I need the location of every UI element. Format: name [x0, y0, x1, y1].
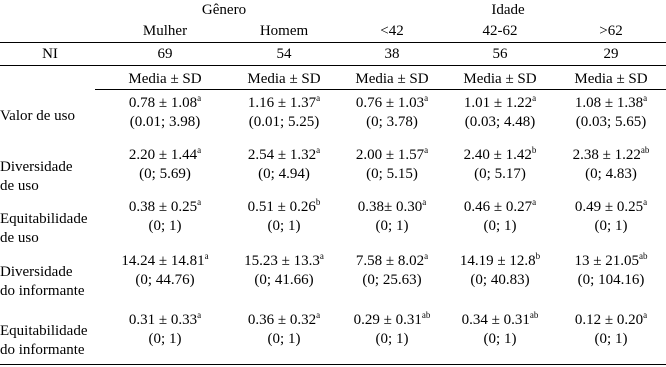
- table-cell: [129, 146, 201, 184]
- significance-letter: ab: [640, 145, 650, 155]
- cell-mean-value: 1.08 ± 1.38: [574, 95, 644, 111]
- table-cell: [575, 94, 647, 132]
- group-header-genero: Gênero: [201, 2, 247, 18]
- rule-mid: [0, 65, 666, 66]
- cell-mean-value: 2.54 ± 1.32: [247, 147, 317, 163]
- col-header-homem: Homem: [259, 23, 309, 39]
- cell-range: (0; 104.16): [577, 272, 645, 288]
- cell-mean-sd: [460, 252, 540, 271]
- significance-letter: ab: [421, 310, 431, 320]
- table-cell: [464, 146, 537, 184]
- cell-mean-sd: [575, 94, 647, 113]
- significance-letter: ab: [638, 251, 648, 261]
- cell-mean-value: 0.38± 0.30: [357, 199, 423, 215]
- cell-range: (0; 1): [483, 218, 517, 234]
- table-cell: [244, 252, 324, 290]
- cell-mean-value: 1.16 ± 1.37: [247, 95, 317, 111]
- table-cell: [464, 198, 536, 236]
- cell-mean-value: 0.12 ± 0.20: [574, 312, 644, 328]
- row-label: de uso: [0, 230, 39, 246]
- cell-mean-sd: [354, 311, 431, 330]
- row-label: Diversidade: [0, 264, 73, 280]
- cell-range: (0; 1): [148, 331, 182, 347]
- table-cell: [575, 311, 647, 349]
- table-cell: [129, 311, 201, 349]
- cell-mean-sd: [575, 252, 648, 271]
- ni-value: 54: [276, 46, 292, 62]
- rule-bottom: [0, 364, 666, 365]
- cell-mean-value: 0.31 ± 0.33: [128, 312, 198, 328]
- cell-range: (0.01; 3.98): [129, 114, 201, 130]
- table-cell: [121, 252, 208, 290]
- cell-mean-value: 2.38 ± 1.22: [572, 147, 641, 163]
- cell-mean-value: 0.38 ± 0.25: [128, 199, 198, 215]
- col-header-under42: <42: [380, 23, 404, 39]
- cell-mean-value: 14.19 ± 12.8: [459, 253, 536, 269]
- table-cell: [575, 252, 648, 290]
- row-label: do informante: [0, 342, 85, 358]
- significance-letter: a: [319, 251, 324, 261]
- cell-mean-value: 0.29 ± 0.31: [353, 312, 422, 328]
- table-cell: [354, 311, 431, 349]
- significance-letter: a: [197, 93, 202, 103]
- cell-mean-sd: [248, 198, 321, 217]
- cell-mean-value: 7.58 ± 8.02: [355, 253, 425, 269]
- row-label: Diversidade: [0, 159, 73, 175]
- significance-letter: a: [424, 251, 429, 261]
- cell-range: (0; 5.69): [139, 166, 191, 182]
- significance-letter: a: [316, 310, 321, 320]
- cell-mean-value: 0.78 ± 1.08: [128, 95, 198, 111]
- ni-label: NI: [42, 46, 58, 62]
- rule-stat: [95, 89, 666, 90]
- cell-mean-sd: [129, 94, 201, 113]
- row-label: do informante: [0, 283, 85, 299]
- cell-mean-value: 0.34 ± 0.31: [461, 312, 530, 328]
- cell-range: (0; 1): [148, 218, 182, 234]
- cell-mean-sd: [244, 252, 324, 271]
- cell-mean-value: 1.01 ± 1.22: [463, 95, 533, 111]
- cell-mean-value: 15.23 ± 13.3: [244, 253, 320, 269]
- cell-mean-sd: [129, 146, 201, 165]
- significance-letter: b: [315, 197, 321, 207]
- table-cell: [248, 94, 320, 132]
- cell-mean-value: 0.51 ± 0.26: [247, 199, 316, 215]
- table-cell: [460, 252, 540, 290]
- significance-letter: a: [316, 145, 321, 155]
- table-cell: [356, 146, 428, 184]
- cell-mean-sd: [121, 252, 208, 271]
- table-cell: [248, 198, 321, 236]
- table-cell: [358, 198, 426, 236]
- ni-value: 69: [157, 46, 173, 62]
- cell-mean-value: 2.00 ± 1.57: [355, 147, 425, 163]
- significance-letter: a: [424, 145, 429, 155]
- cell-range: (0; 1): [375, 218, 409, 234]
- group-header-idade: Idade: [491, 2, 525, 18]
- rule-top: [0, 42, 666, 43]
- cell-mean-sd: [248, 94, 320, 113]
- cell-mean-value: 2.40 ± 1.42: [463, 147, 532, 163]
- cell-mean-sd: [575, 311, 647, 330]
- cell-mean-sd: [129, 311, 201, 330]
- cell-mean-sd: [573, 146, 650, 165]
- significance-letter: a: [316, 93, 321, 103]
- cell-mean-value: 0.46 ± 0.27: [463, 199, 533, 215]
- cell-range: (0; 4.94): [258, 166, 310, 182]
- cell-mean-sd: [248, 311, 320, 330]
- table-cell: [462, 311, 539, 349]
- significance-letter: ab: [529, 310, 539, 320]
- table-cell: [573, 146, 650, 184]
- col-header-42-62: 42-62: [482, 23, 518, 39]
- cell-mean-sd: [356, 94, 428, 113]
- cell-mean-sd: [358, 198, 426, 217]
- significance-letter: a: [422, 197, 427, 207]
- cell-range: (0; 25.63): [362, 272, 422, 288]
- significance-letter: a: [643, 197, 648, 207]
- cell-range: (0; 1): [267, 218, 301, 234]
- ni-value: 38: [384, 46, 400, 62]
- cell-mean-sd: [356, 252, 428, 271]
- stat-header: Media ± SD: [128, 71, 202, 87]
- cell-mean-sd: [464, 94, 536, 113]
- row-label: Equitabilidade: [0, 323, 88, 339]
- col-header-mulher: Mulher: [142, 23, 188, 39]
- cell-mean-value: 0.36 ± 0.32: [247, 312, 317, 328]
- cell-mean-sd: [248, 146, 320, 165]
- cell-range: (0; 5.15): [366, 166, 418, 182]
- cell-range: (0; 44.76): [135, 272, 195, 288]
- table-cell: [356, 94, 428, 132]
- row-label: de uso: [0, 178, 39, 194]
- cell-mean-sd: [464, 146, 537, 165]
- cell-mean-sd: [462, 311, 539, 330]
- cell-range: (0.01; 5.25): [248, 114, 320, 130]
- cell-range: (0; 40.83): [470, 272, 530, 288]
- significance-letter: a: [532, 197, 537, 207]
- significance-letter: a: [643, 93, 648, 103]
- stat-header: Media ± SD: [247, 71, 321, 87]
- cell-range: (0.03; 5.65): [575, 114, 647, 130]
- stat-header: Media ± SD: [463, 71, 537, 87]
- cell-range: (0; 1): [594, 218, 628, 234]
- table-cell: [248, 146, 320, 184]
- cell-range: (0; 3.78): [366, 114, 418, 130]
- table-cell: [464, 94, 536, 132]
- cell-range: (0.03; 4.48): [464, 114, 536, 130]
- cell-mean-sd: [575, 198, 647, 217]
- significance-letter: a: [424, 93, 429, 103]
- cell-range: (0; 1): [483, 331, 517, 347]
- ni-value: 56: [492, 46, 508, 62]
- table-cell: [248, 311, 320, 349]
- table-cell: [129, 94, 201, 132]
- cell-mean-sd: [464, 198, 536, 217]
- stat-header: Media ± SD: [355, 71, 429, 87]
- cell-range: (0; 41.66): [254, 272, 314, 288]
- significance-letter: a: [643, 310, 648, 320]
- cell-range: (0; 1): [594, 331, 628, 347]
- table-cell: [356, 252, 428, 290]
- cell-mean-value: 14.24 ± 14.81: [121, 253, 205, 269]
- cell-mean-value: 13 ± 21.05: [574, 253, 639, 269]
- cell-mean-value: 0.49 ± 0.25: [574, 199, 644, 215]
- cell-range: (0; 4.83): [585, 166, 637, 182]
- row-label: Equitabilidade: [0, 211, 88, 227]
- significance-letter: a: [532, 93, 537, 103]
- cell-range: (0; 5.17): [474, 166, 526, 182]
- cell-range: (0; 1): [375, 331, 409, 347]
- significance-letter: a: [204, 251, 209, 261]
- cell-mean-value: 0.76 ± 1.03: [355, 95, 425, 111]
- row-label: Valor de uso: [0, 108, 75, 124]
- significance-letter: a: [197, 310, 202, 320]
- table-cell: [129, 198, 201, 236]
- significance-letter: b: [531, 145, 537, 155]
- col-header-over62: >62: [599, 23, 623, 39]
- cell-mean-sd: [356, 146, 428, 165]
- cell-mean-sd: [129, 198, 201, 217]
- significance-letter: b: [535, 251, 541, 261]
- table-cell: [575, 198, 647, 236]
- cell-mean-value: 2.20 ± 1.44: [128, 147, 198, 163]
- significance-letter: a: [197, 145, 202, 155]
- stat-header: Media ± SD: [574, 71, 648, 87]
- cell-range: (0; 1): [267, 331, 301, 347]
- significance-letter: a: [197, 197, 202, 207]
- ni-value: 29: [603, 46, 619, 62]
